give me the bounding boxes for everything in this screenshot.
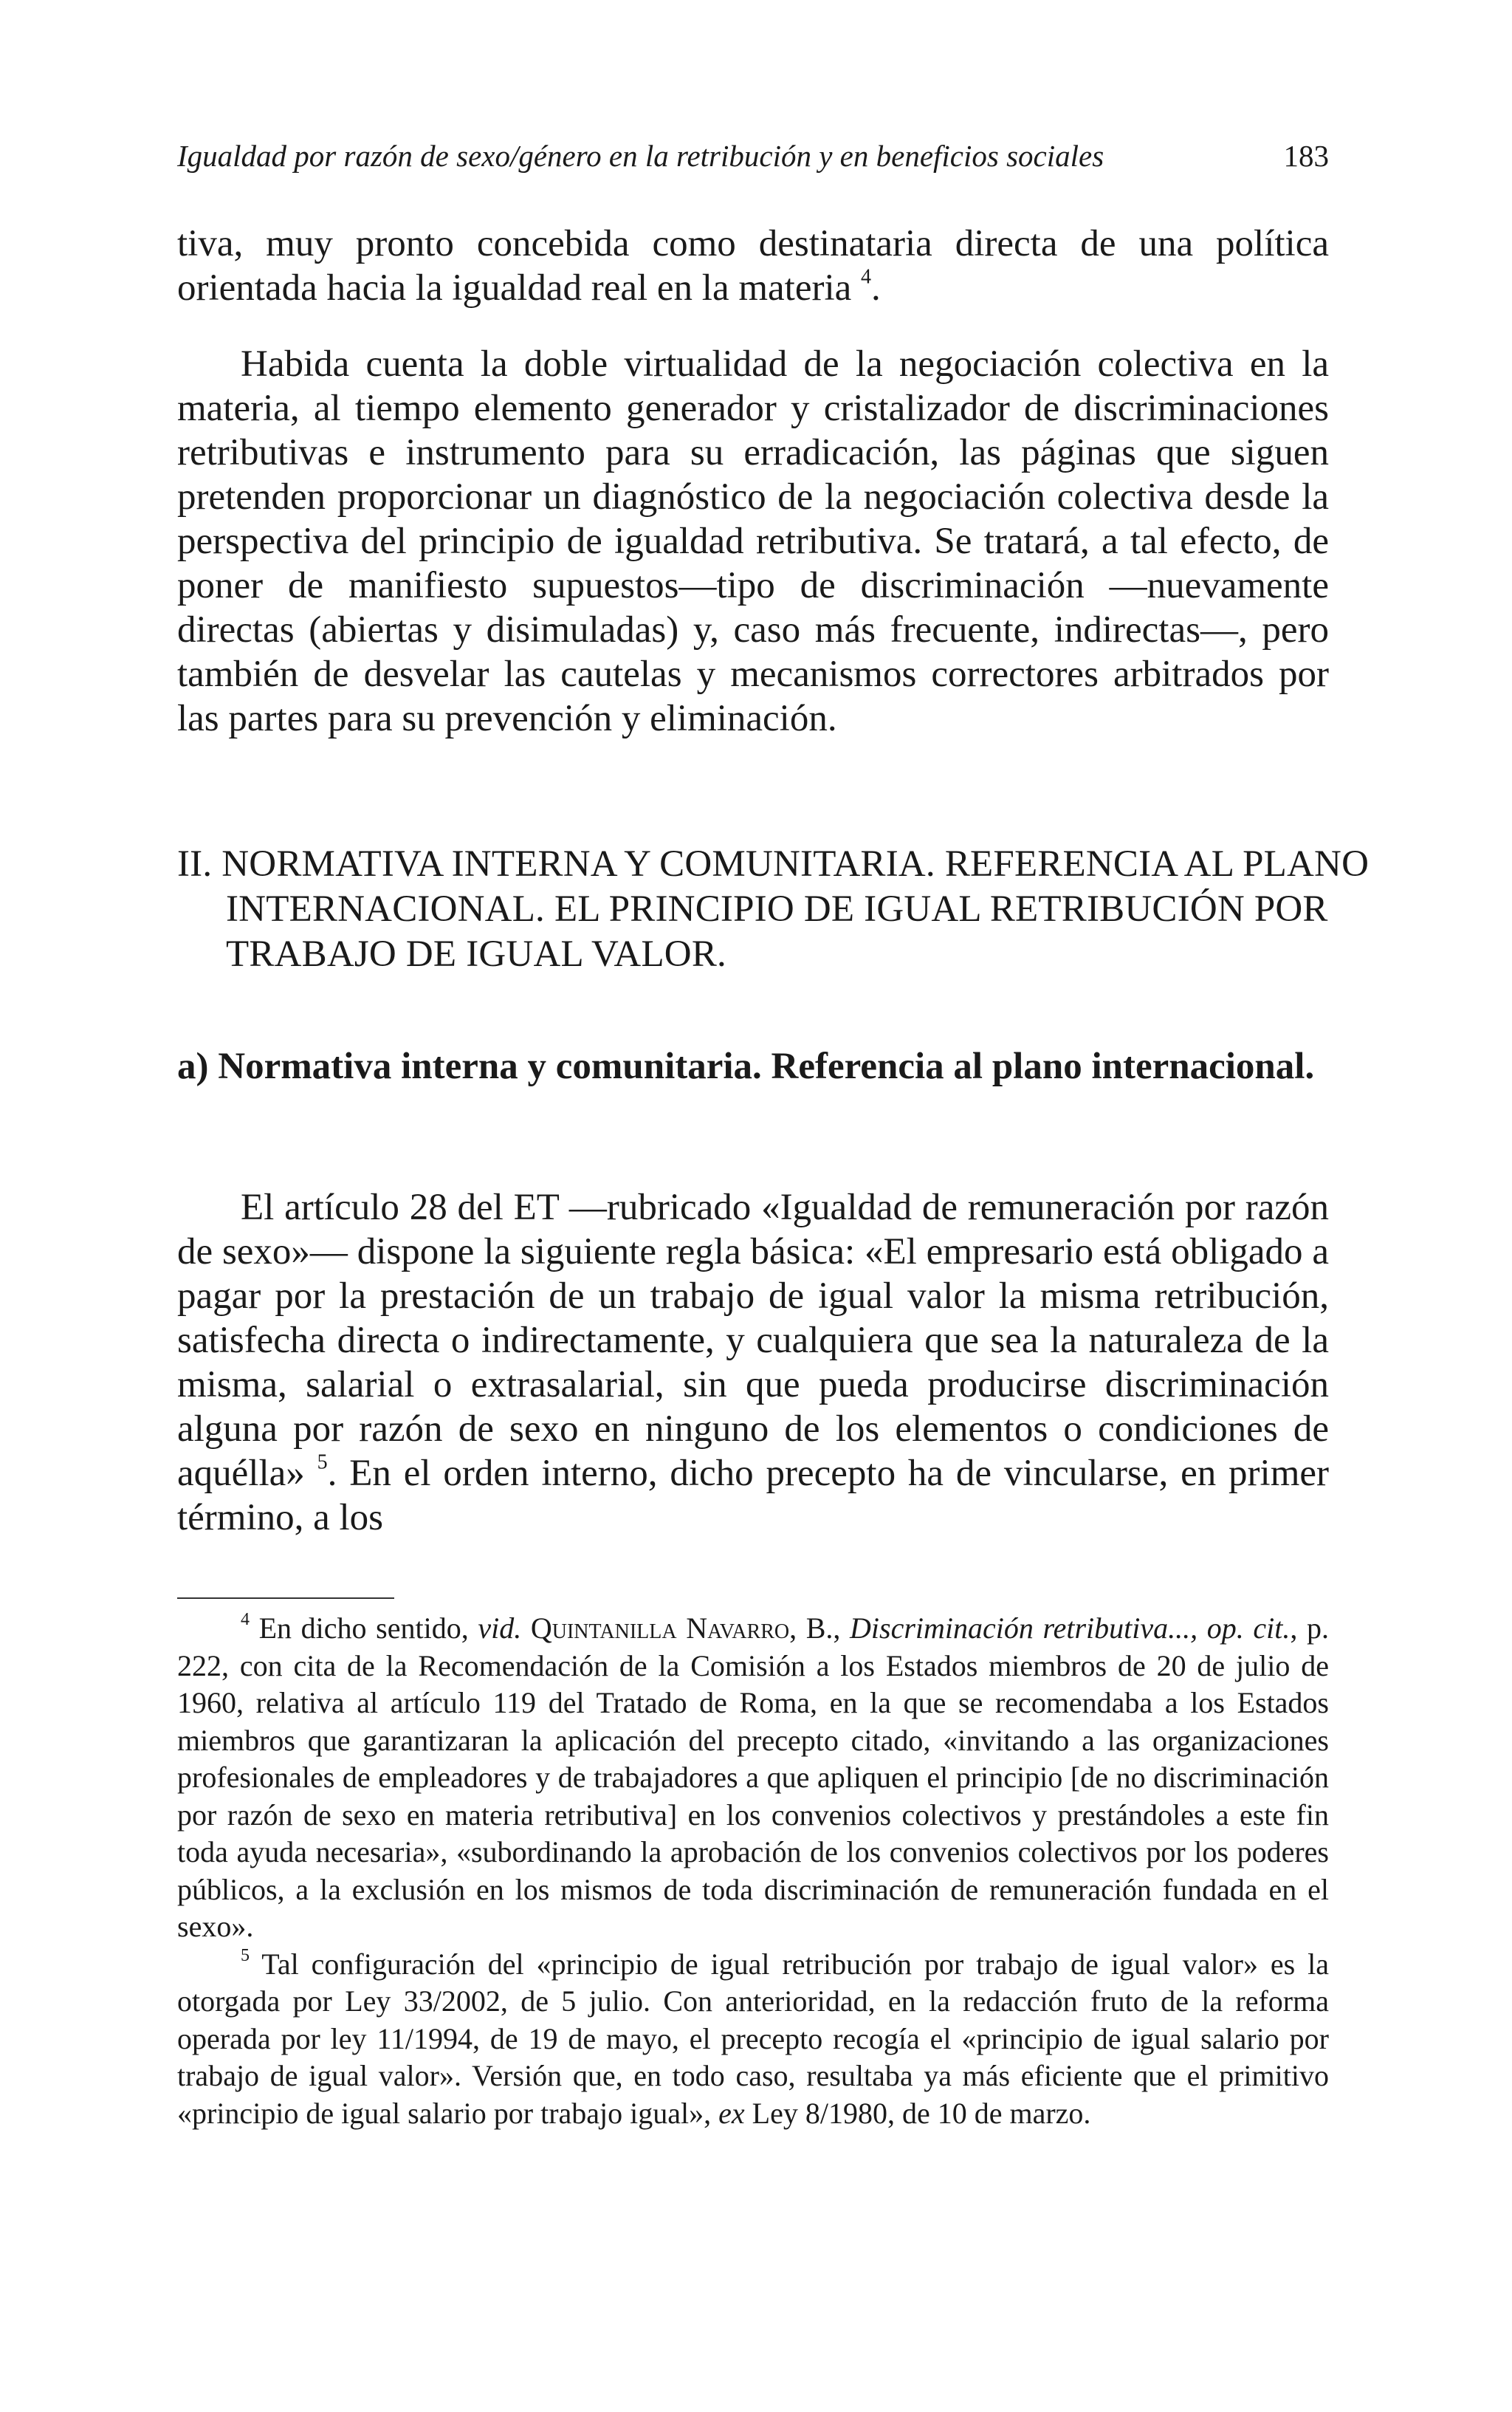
- page-number: 183: [1283, 139, 1329, 173]
- footnotes: [177, 1610, 1329, 2132]
- footnote-4: [177, 1610, 1329, 1946]
- footnote-ref-5[interactable]: 5: [317, 1450, 328, 1474]
- footnote-4-body: , p. 222, con cita de la Recomendación de la Comisión a los Estados miembros de 20 de julio de 1960, relativa al artículo 119 del Tratado de Roma, en la que se recomendaba a los Estados miembros que garantizaran la aplicación del precepto citado, «invitando a las organizaciones profesionales de empleadores y de trabajadores a que apliquen el principio [de no discriminación por razón de sexo en materia retributiva] en los convenios colectivos y prestándoles a este fin toda ayuda necesaria», «subordinando la aprobación de los convenios colectivos por los poderes públicos, a la exclusión en los mismos de toda discriminación de remuneración fundada en el sexo».: [177, 1611, 1329, 1943]
- footnote-5-number: 5: [241, 1945, 250, 1965]
- footnote-4-lead: En dicho sentido,: [258, 1611, 469, 1645]
- footnote-5-tail: Ley 8/1980, de 10 de marzo.: [752, 2096, 1091, 2130]
- paragraph-1-end: .: [871, 267, 881, 309]
- running-head: [177, 137, 1329, 174]
- footnote-5-ex: ex: [718, 2096, 745, 2130]
- running-head-title: Igualdad por razón de sexo/género en la retribución y en beneficios sociales: [177, 139, 1104, 173]
- footnote-5-body: Tal configuración del «principio de igual retribución por trabajo de igual valor» es la otorgada por Ley 33/2002, de 5 julio. Con anterioridad, en la redacción fruto de la reforma operada por ley 11/1994, de 19 de mayo, el precepto recogía el «principio de igual salario por trabajo de igual valor». Versión que, en todo caso, resultaba ya más eficiente que el primitivo «principio de igual salario por trabajo igual»,: [177, 1947, 1330, 2130]
- footnote-5: [177, 1946, 1329, 2133]
- book-page: [177, 0, 1370, 2412]
- paragraph-3-tail: . En el orden interno, dicho precepto ha de vincularse, en primer término, a los: [177, 1453, 1329, 1538]
- paragraph-1-text: tiva, muy pronto concebida como destinataria directa de una política orientada hacia la igualdad real en la materia: [177, 223, 1329, 309]
- footnote-ref-4[interactable]: 4: [861, 265, 872, 289]
- footnote-4-author-initial: , B.,: [789, 1611, 841, 1645]
- footnote-4-vid: vid.: [478, 1611, 522, 1645]
- paragraph-continuation: [177, 222, 1329, 310]
- footnote-4-work: Discriminación retributiva..., op. cit.: [850, 1611, 1291, 1645]
- footnote-4-author: Quintanilla Navarro: [530, 1611, 790, 1645]
- footnote-4-number: 4: [241, 1610, 250, 1629]
- paragraph-3: [177, 1185, 1329, 1540]
- subsection-heading: a) Normativa interna y comunitaria. Referencia al plano internacional.: [177, 1046, 1315, 1087]
- paragraph-2: Habida cuenta la doble virtualidad de la negociación colectiva en la materia, al tiempo elemento generador y cristalizador de discriminaciones retributivas e instrumento para su erradicación, las páginas que siguen pretenden proporcionar un diagnóstico de la negociación colectiva desde la perspectiva del principio de igualdad retributiva. Se tratará, a tal efecto, de poner de manifiesto supuestos—tipo de discriminación —nuevamente directas (abiertas y disimuladas) y, caso más frecuente, indirectas—, pero también de desvelar las cautelas y mecanismos correctores arbitrados por las partes para su prevención y eliminación.: [177, 343, 1329, 739]
- paragraph-3-text: El artículo 28 del ET —rubricado «Igualdad de remuneración por razón de sexo»— dispone la siguiente regla básica: «El empresario está obligado a pagar por la prestación de un trabajo de igual valor la misma retribución, satisfecha directa o indirectamente, y cualquiera que sea la naturaleza de la misma, salarial o extrasalarial, sin que pueda producirse discriminación alguna por razón de sexo en ninguno de los elementos o condiciones de aquélla»: [177, 1187, 1329, 1494]
- section-heading: II. NORMATIVA INTERNA Y COMUNITARIA. REFERENCIA AL PLANO INTERNACIONAL. EL PRINCIPIO DE IGUAL RETRIBUCIÓN POR TRABAJO DE IGUAL VALOR.: [177, 843, 1370, 975]
- footnote-separator: [177, 1597, 394, 1599]
